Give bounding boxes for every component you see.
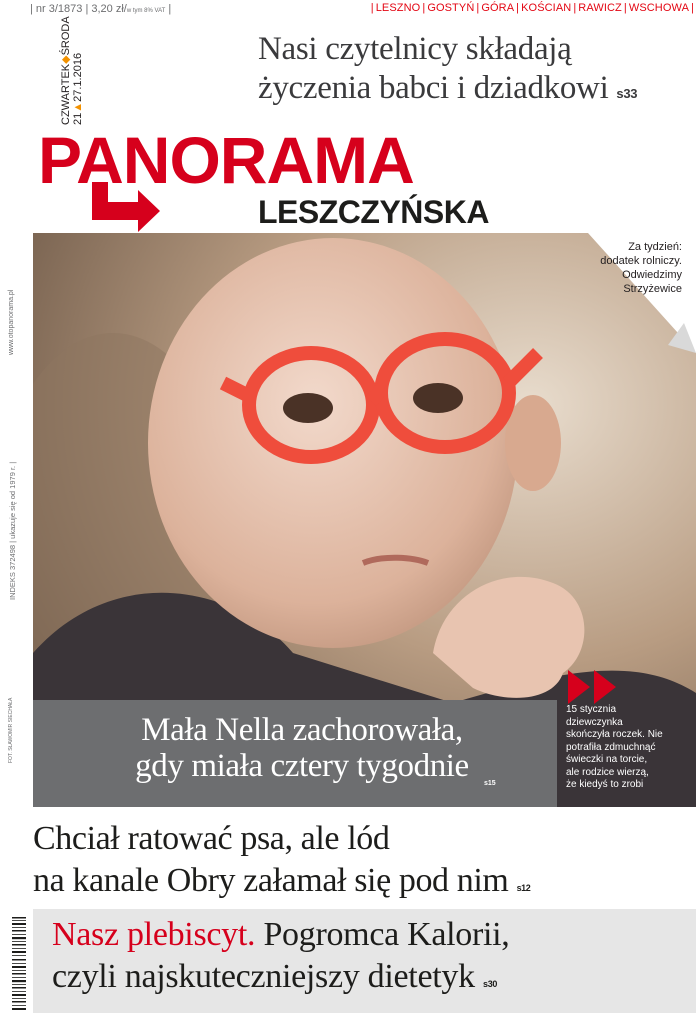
- dog-story-page: s12: [516, 883, 531, 893]
- caption-line: skończyła roczek. Nie: [566, 729, 663, 740]
- top-story-headline[interactable]: [258, 30, 637, 113]
- issue-info: | nr 3/1873 | 3,20 zł/w tym 8% VAT |: [30, 3, 172, 15]
- top-story-page: s33: [616, 86, 638, 101]
- plebiscite-headline: [52, 914, 510, 1005]
- date-end: 27.1.2016: [72, 52, 84, 102]
- dog-story-headline[interactable]: [33, 818, 530, 909]
- next-week-note[interactable]: [600, 240, 682, 296]
- plebiscite-line1: Pogromca Kalorii,: [263, 916, 510, 953]
- dog-story-line2: na kanale Obry załamał się pod nim: [33, 862, 509, 899]
- quote-icon: [568, 670, 624, 704]
- logo-panorama: PANORAMA: [38, 123, 414, 197]
- plebiscite-page: s30: [483, 979, 498, 989]
- cover-story-line1: Mała Nella zachorowała,: [141, 712, 463, 748]
- town-item[interactable]: GÓRA: [481, 2, 515, 14]
- cover-story-headline: [52, 712, 552, 784]
- barcode: [4, 913, 28, 1013]
- dog-story-line1: Chciał ratować psa, ale lód: [33, 820, 390, 857]
- index-note: INDEKS 372498 | ukazuje się od 1979 r. |: [8, 461, 17, 600]
- cover-story-page: s15: [484, 780, 496, 787]
- photo-caption: [566, 704, 694, 792]
- note-line: Za tydzień:: [628, 241, 682, 253]
- towns-list: | LESZNO | GOSTYŃ | GÓRA | KOŚCIAN | RAWICZ | WSCHOWA |: [370, 2, 694, 14]
- date-start: 21: [72, 112, 84, 125]
- issue-number: | nr 3/1873 | 3,20 zł/: [30, 3, 127, 15]
- note-line: Odwiedzimy: [622, 269, 682, 281]
- side-info: [8, 245, 28, 805]
- caption-line: ale rodzice wierzą,: [566, 766, 649, 778]
- vat-note: w tym 8% VAT: [126, 8, 166, 14]
- caption-line: świeczki na torcie,: [566, 754, 648, 765]
- town-item[interactable]: WSCHOWA: [628, 2, 690, 14]
- caption-line: potrafiła zdmuchnąć: [566, 741, 656, 753]
- town-item[interactable]: RAWICZ: [578, 2, 622, 14]
- caption-line: dziewczynka: [566, 716, 623, 728]
- site-url[interactable]: www.otopanorama.pl: [8, 289, 15, 355]
- town-item[interactable]: LESZNO: [375, 2, 421, 14]
- caption-line: że kiedyś to zrobi: [566, 779, 644, 790]
- town-item[interactable]: GOSTYŃ: [427, 2, 475, 14]
- photo-credit: FOT. SŁAWOMIR SIECHAŁA: [8, 697, 14, 763]
- town-item[interactable]: KOŚCIAN: [521, 2, 572, 14]
- issue-dates: CZWARTEK◆ŚRODA 21▲27.1.2016: [60, 16, 84, 125]
- top-story-line2: życzenia babci i dziadkowi: [258, 70, 609, 106]
- plebiscite-line2: czyli najskuteczniejszy dietetyk: [52, 958, 475, 995]
- note-line: dodatek rolniczy.: [600, 255, 682, 267]
- note-line: Strzyżewice: [623, 283, 682, 295]
- plebiscite-lead: Nasz plebiscyt.: [52, 916, 256, 953]
- cover-story-line2: gdy miała cztery tygodnie: [135, 748, 469, 784]
- top-story-line1: Nasi czytelnicy składają: [258, 31, 572, 67]
- day-end: ŚRODA: [60, 16, 72, 56]
- caption-line: 15 stycznia: [566, 704, 617, 715]
- day-start: CZWARTEK: [60, 63, 72, 125]
- logo-leszczynska: LESZCZYŃSKA: [258, 194, 489, 230]
